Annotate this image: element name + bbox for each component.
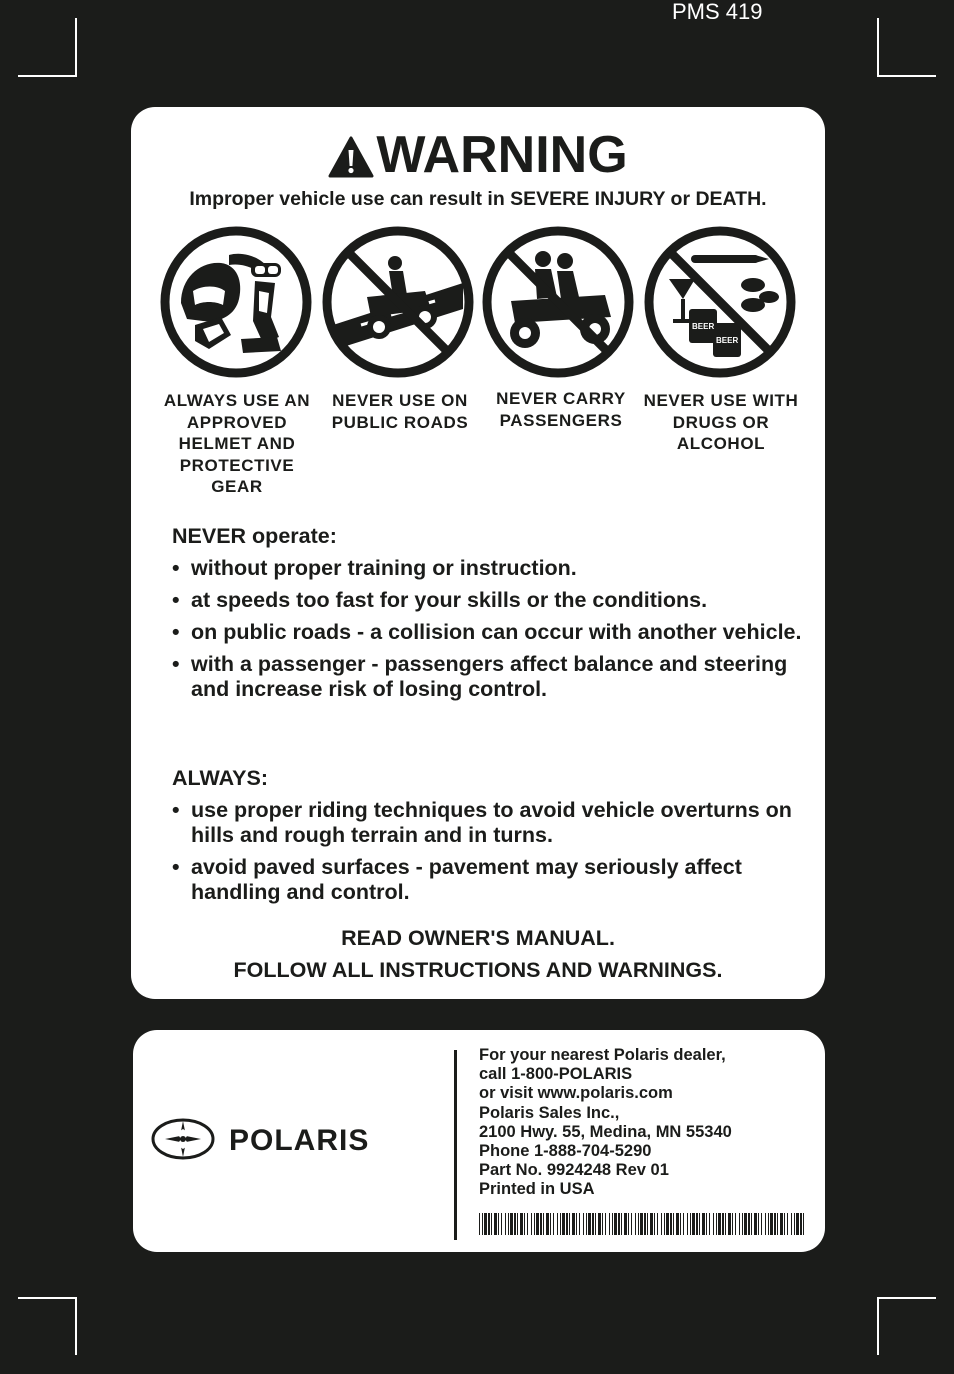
always-section <box>172 765 802 905</box>
barcode-bar <box>498 1213 499 1235</box>
barcode-bar <box>508 1213 509 1235</box>
barcode-bar <box>718 1213 721 1235</box>
closing-instructions <box>131 922 825 986</box>
barcode-bar <box>644 1213 646 1235</box>
list-item: • with a passenger - passengers affect balance and steering and increase risk of losing control. <box>172 652 802 702</box>
barcode-bar <box>595 1213 596 1235</box>
warning-header <box>131 125 825 185</box>
barcode-bar <box>780 1213 783 1235</box>
barcode-bar <box>774 1213 776 1235</box>
caption-public-roads: NEVER USE ON PUBLIC ROADS <box>331 391 469 432</box>
barcode-bar <box>696 1213 698 1235</box>
helmet-protective-gear-icon <box>159 225 313 379</box>
barcode-bar <box>758 1213 759 1235</box>
barcode-bar <box>614 1213 617 1235</box>
barcode-bar <box>732 1213 733 1235</box>
barcode-bar <box>543 1213 544 1235</box>
barcode-bar <box>683 1213 684 1235</box>
barcode-bar <box>510 1213 513 1235</box>
vertical-divider <box>454 1050 457 1240</box>
beer-can-label: BEER <box>716 336 739 345</box>
barcode-bar <box>527 1213 528 1235</box>
barcode-bar <box>553 1213 554 1235</box>
closing-line: FOLLOW ALL INSTRUCTIONS AND WARNINGS. <box>233 958 723 982</box>
barcode-bar <box>631 1213 632 1235</box>
barcode-bar <box>661 1213 662 1235</box>
barcode-bar <box>640 1213 643 1235</box>
barcode-bar <box>690 1213 691 1235</box>
barcode-bar <box>784 1213 785 1235</box>
barcode-bar <box>754 1213 757 1235</box>
crop-mark-top-left-horizontal <box>18 75 77 77</box>
never-list <box>172 556 802 702</box>
crop-mark-bottom-right-vertical <box>877 1297 879 1355</box>
crop-mark-bottom-left-vertical <box>75 1297 77 1355</box>
barcode-bar <box>770 1213 773 1235</box>
no-public-roads-icon <box>321 225 475 379</box>
barcode-bar <box>621 1213 622 1235</box>
barcode-bar <box>602 1213 603 1235</box>
barcode-bar <box>657 1213 658 1235</box>
barcode-bar <box>491 1213 492 1235</box>
no-passengers-icon <box>481 225 635 379</box>
barcode-bar <box>546 1213 549 1235</box>
closing-line: READ OWNER'S MANUAL. <box>341 926 615 950</box>
barcode-bar <box>494 1213 497 1235</box>
barcode-bar <box>713 1213 714 1235</box>
barcode-bar <box>654 1213 655 1235</box>
barcode-bar <box>550 1213 551 1235</box>
barcode-bar <box>709 1213 710 1235</box>
dealer-contact-info <box>479 1046 819 1200</box>
barcode-bar <box>794 1213 795 1235</box>
barcode-bar <box>609 1213 610 1235</box>
crop-mark-bottom-left-horizontal <box>18 1297 77 1299</box>
barcode-bar <box>680 1213 681 1235</box>
no-drugs-alcohol-icon <box>643 225 797 379</box>
barcode-bar <box>505 1213 506 1235</box>
barcode-bar <box>517 1213 518 1235</box>
list-item: • use proper riding techniques to avoid vehicle overturns on hills and rough terrain and in turns. <box>172 798 802 848</box>
barcode-bar <box>536 1213 539 1235</box>
barcode-bar <box>484 1213 487 1235</box>
barcode-bar <box>514 1213 516 1235</box>
barcode-bar <box>479 1213 480 1235</box>
barcode-bar <box>531 1213 532 1235</box>
barcode-bar <box>739 1213 740 1235</box>
barcode <box>479 1213 809 1235</box>
never-heading: NEVER operate: <box>172 524 337 548</box>
barcode-bar <box>664 1213 665 1235</box>
list-item: • at speeds too fast for your skills or the conditions. <box>172 588 802 613</box>
barcode-bar <box>765 1213 766 1235</box>
barcode-bar <box>635 1213 636 1235</box>
pms-color-label: PMS 419 <box>672 0 763 24</box>
dealer-line: Polaris Sales Inc., <box>479 1103 620 1122</box>
barcode-bar <box>692 1213 695 1235</box>
barcode-bar <box>534 1213 535 1235</box>
barcode-bar <box>576 1213 577 1235</box>
barcode-bar <box>706 1213 707 1235</box>
warning-triangle-icon <box>328 136 374 178</box>
barcode-bar <box>791 1213 792 1235</box>
barcode-bar <box>676 1213 679 1235</box>
barcode-bar <box>751 1213 752 1235</box>
barcode-bar <box>728 1213 731 1235</box>
caption-helmet-gear: ALWAYS USE AN APPROVED HELMET AND PROTECTIVE GEAR <box>163 391 311 496</box>
list-item: • avoid paved surfaces - pavement may seriously affect handling and control. <box>172 855 802 905</box>
barcode-bar <box>583 1213 584 1235</box>
barcode-bar <box>488 1213 490 1235</box>
barcode-bar <box>699 1213 700 1235</box>
barcode-bar <box>702 1213 705 1235</box>
crop-mark-top-left-vertical <box>75 18 77 76</box>
polaris-wordmark: POLARIS <box>229 1124 370 1157</box>
barcode-bar <box>787 1213 788 1235</box>
barcode-bar <box>624 1213 627 1235</box>
barcode-bar <box>592 1213 594 1235</box>
always-heading: ALWAYS: <box>172 766 268 790</box>
barcode-bar <box>722 1213 724 1235</box>
crop-mark-bottom-right-horizontal <box>877 1297 936 1299</box>
beer-can-label: BEER <box>692 322 715 331</box>
barcode-bar <box>761 1213 762 1235</box>
barcode-bar <box>800 1213 802 1235</box>
polaris-logo <box>151 1117 441 1161</box>
crop-mark-top-right-vertical <box>877 18 879 76</box>
barcode-bar <box>598 1213 601 1235</box>
barcode-bar <box>572 1213 575 1235</box>
caption-drugs-alcohol: NEVER USE WITH DRUGS OR ALCOHOL <box>643 391 799 453</box>
barcode-bar <box>666 1213 669 1235</box>
barcode-bar <box>628 1213 629 1235</box>
barcode-bar <box>803 1213 804 1235</box>
barcode-bar <box>557 1213 558 1235</box>
barcode-bar <box>638 1213 639 1235</box>
list-item: • without proper training or instruction. <box>172 556 802 581</box>
barcode-bar <box>560 1213 561 1235</box>
warning-subtitle: Improper vehicle use can result in SEVERE INJURY or DEATH. <box>189 188 767 210</box>
caption-passengers: NEVER CARRY PASSENGERS <box>496 389 626 430</box>
barcode-bar <box>777 1213 778 1235</box>
barcode-bar <box>524 1213 525 1235</box>
barcode-bar <box>540 1213 542 1235</box>
barcode-bar <box>742 1213 743 1235</box>
dealer-line: For your nearest Polaris dealer, <box>479 1046 726 1064</box>
dealer-line: Phone 1-888-704-5290 <box>479 1142 652 1161</box>
barcode-bar <box>579 1213 580 1235</box>
barcode-bar <box>501 1213 502 1235</box>
barcode-bar <box>605 1213 606 1235</box>
barcode-bar <box>588 1213 591 1235</box>
pictogram-row <box>159 225 799 385</box>
warning-title: WARNING <box>376 126 628 184</box>
always-list <box>172 798 802 905</box>
barcode-bar <box>744 1213 747 1235</box>
barcode-bar <box>673 1213 674 1235</box>
barcode-bar <box>725 1213 726 1235</box>
barcode-bar <box>612 1213 613 1235</box>
barcode-bar <box>618 1213 620 1235</box>
barcode-bar <box>748 1213 750 1235</box>
barcode-bar <box>716 1213 717 1235</box>
dealer-line: Printed in USA <box>479 1180 595 1199</box>
barcode-bar <box>670 1213 672 1235</box>
dealer-line: 2100 Hwy. 55, Medina, MN 55340 <box>479 1122 732 1141</box>
barcode-bar <box>586 1213 587 1235</box>
barcode-bar <box>647 1213 648 1235</box>
dealer-line: call 1-800-POLARIS <box>479 1065 633 1084</box>
barcode-bar <box>562 1213 565 1235</box>
dealer-line: or visit www.polaris.com <box>479 1084 673 1103</box>
barcode-bar <box>735 1213 736 1235</box>
crop-mark-top-right-horizontal <box>877 75 936 77</box>
dealer-line: Part No. 9924248 Rev 01 <box>479 1161 669 1180</box>
warning-label-panel <box>131 107 825 999</box>
barcode-bar <box>687 1213 688 1235</box>
barcode-bar <box>768 1213 769 1235</box>
barcode-bar <box>520 1213 523 1235</box>
barcode-bar <box>569 1213 570 1235</box>
list-item: • on public roads - a collision can occur with another vehicle. <box>172 620 802 645</box>
dealer-info-panel <box>133 1030 825 1252</box>
barcode-bar <box>796 1213 799 1235</box>
barcode-bar <box>650 1213 653 1235</box>
never-operate-section <box>172 523 802 702</box>
barcode-bar <box>566 1213 568 1235</box>
barcode-bar <box>482 1213 483 1235</box>
